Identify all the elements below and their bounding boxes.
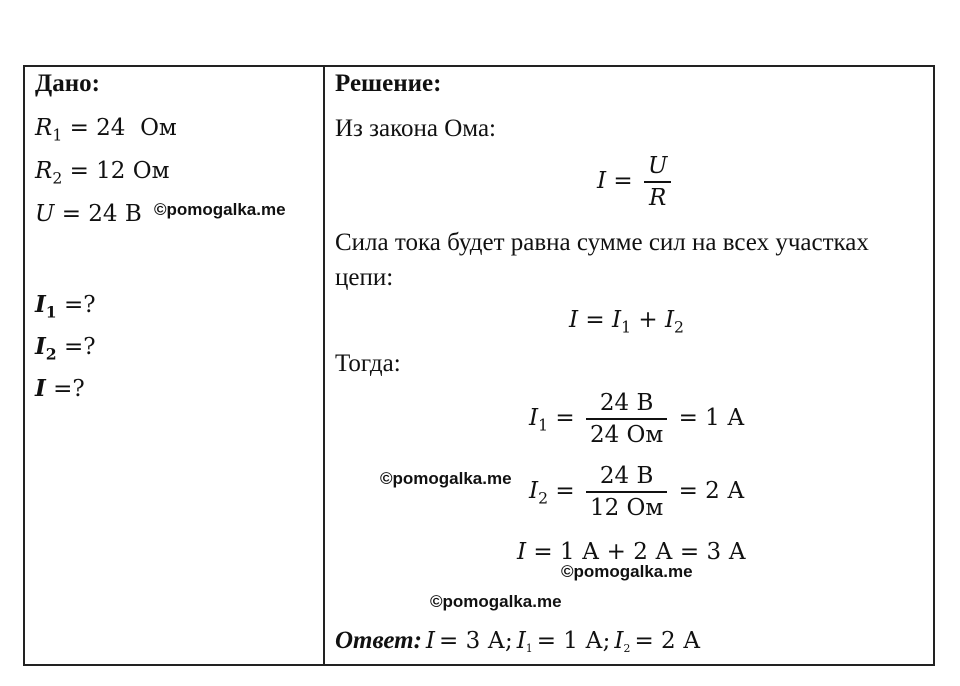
find-i: I =? (35, 375, 85, 402)
watermark: ©pomogalka.me (380, 469, 512, 488)
sum-formula: $I = I_1 + I_2$ (569, 307, 684, 337)
watermark: ©pomogalka.me (154, 200, 286, 219)
find-i2: $I_2$ =? (35, 333, 96, 364)
answer-line: Ответ: I = 3 А; $I_1 = 1$ А; $I_2 = 2$ А (335, 627, 701, 655)
sum-text-line1: Сила тока будет равна сумме сил на всех участках (335, 229, 869, 256)
column-divider (323, 67, 325, 664)
solution-table (23, 65, 935, 666)
calc-i2: $I_2$ = $\frac{24 В}{12 Ом}$ = 2 А (529, 463, 745, 521)
answer-label: Ответ: (335, 627, 422, 654)
watermark: ©pomogalka.me (561, 562, 693, 581)
solution-heading: Решение: (335, 70, 442, 97)
sum-text-line2: цепи: (335, 264, 394, 291)
calc-i1: $I_1$ = $\frac{24 В}{24 Ом}$ = 1 А (529, 390, 745, 448)
given-u: U = 24 В (35, 201, 142, 227)
calc-i-total: I = 1 А + 2 А = 3 А (517, 539, 746, 565)
ohm-formula: I = $\frac{U}{R}$ (597, 153, 675, 211)
ohm-intro: Из закона Ома: (335, 115, 496, 142)
then-label: Тогда: (335, 350, 401, 377)
watermark: ©pomogalka.me (430, 592, 562, 611)
given-r1: $R_1 = 24$ Ом (35, 115, 177, 145)
find-i1: $I_1$ =? (35, 291, 96, 322)
given-r2: $R_2 = 12$ Ом (35, 158, 170, 188)
given-heading: Дано: (35, 70, 100, 97)
